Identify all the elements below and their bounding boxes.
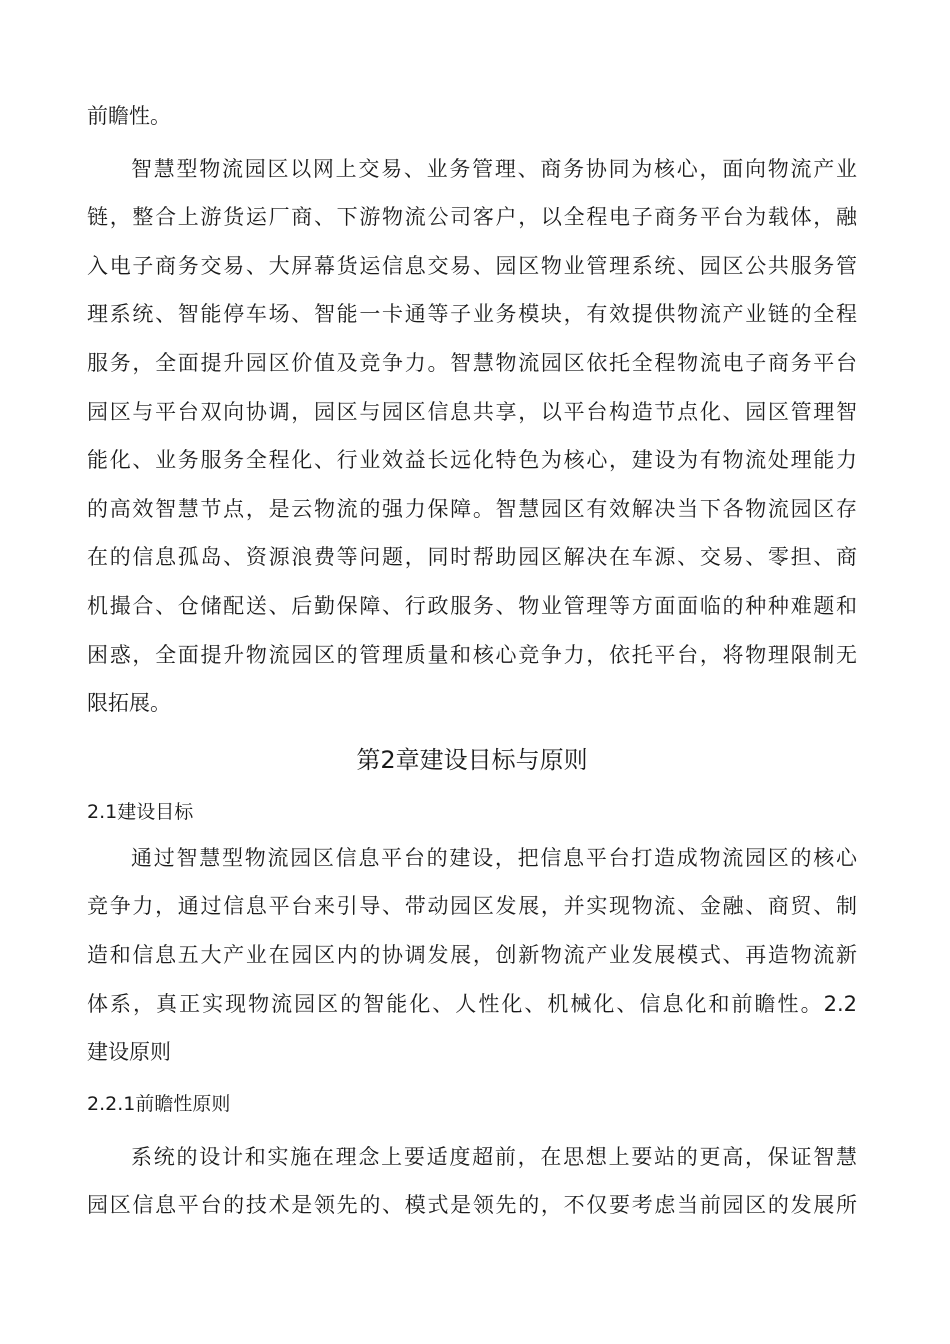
paragraph-line: 体系，真正实现物流园区的智能化、人性化、机械化、信息化和前瞻性。2.2 — [87, 991, 857, 1016]
paragraph-line: 园区与平台双向协调，园区与园区信息共享，以平台构造节点化、园区管理智 — [87, 399, 857, 424]
paragraph-line: 困惑，全面提升物流园区的管理质量和核心竞争力，依托平台，将物理限制无 — [87, 642, 857, 667]
paragraph-line: 在的信息孤岛、资源浪费等问题，同时帮助园区解决在车源、交易、零担、商 — [87, 545, 857, 570]
paragraph-line: 园区信息平台的技术是领先的、模式是领先的，不仅要考虑当前园区的发展所 — [87, 1193, 857, 1218]
section-heading-2-1: 2.1建设目标 — [87, 800, 194, 823]
paragraph-line: 竞争力，通过信息平台来引导、带动园区发展，并实现物流、金融、商贸、制 — [87, 894, 857, 919]
paragraph-forward-looking — [87, 1133, 857, 1230]
paragraph-line: 智慧型物流园区以网上交易、业务管理、商务协同为核心，面向物流产业 — [131, 156, 857, 181]
paragraph-line: 通过智慧型物流园区信息平台的建设，把信息平台打造成物流园区的核心 — [131, 845, 857, 870]
document-body — [87, 92, 857, 1230]
paragraph-line: 前瞻性。 — [87, 104, 171, 128]
paragraph-line: 理系统、智能停车场、智能一卡通等子业务模块，有效提供物流产业链的全程 — [87, 302, 857, 327]
paragraph-line: 造和信息五大产业在园区内的协调发展，创新物流产业发展模式、再造物流新 — [87, 942, 857, 967]
paragraph-line: 能化、业务服务全程化、行业效益长远化特色为核心，建设为有物流处理能力 — [87, 448, 857, 473]
paragraph-line: 的高效智慧节点，是云物流的强力保障。智慧园区有效解决当下各物流园区存 — [87, 496, 857, 521]
section-heading-2-2-1: 2.2.1前瞻性原则 — [87, 1092, 231, 1115]
paragraph-line: 入电子商务交易、大屏幕货运信息交易、园区物业管理系统、园区公共服务管 — [87, 253, 857, 278]
paragraph-smart-park — [87, 145, 857, 728]
paragraph-line: 机撮合、仓储配送、后勤保障、行政服务、物业管理等方面面临的种种难题和 — [87, 593, 857, 618]
paragraph-line: 系统的设计和实施在理念上要适度超前，在思想上要站的更高，保证智慧 — [131, 1144, 857, 1169]
paragraph-goals — [87, 834, 857, 1077]
paragraph-line: 建设原则 — [87, 1040, 171, 1065]
paragraph-line: 限拓展。 — [87, 691, 171, 716]
paragraph-line: 服务，全面提升园区价值及竞争力。智慧物流园区依托全程物流电子商务平台 — [87, 350, 857, 375]
chapter-title: 第2章建设目标与原则 — [356, 745, 588, 774]
paragraph-line: 链，整合上游货运厂商、下游物流公司客户，以全程电子商务平台为载体，融 — [87, 205, 857, 230]
